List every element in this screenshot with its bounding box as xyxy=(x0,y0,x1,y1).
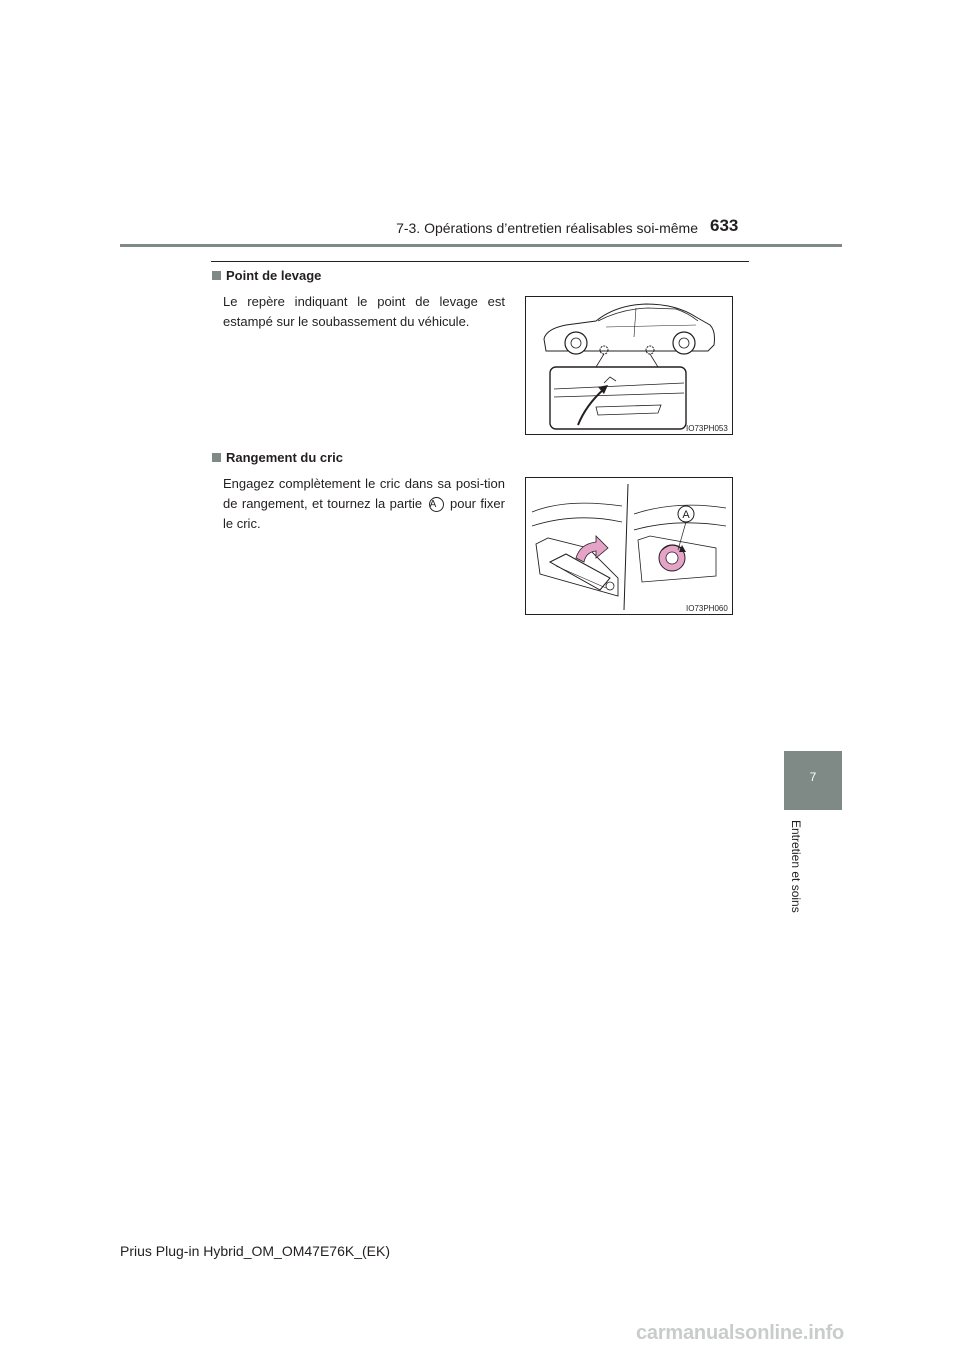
watermark[interactable]: carmanualsonline.info xyxy=(636,1322,845,1344)
square-bullet-icon xyxy=(212,453,221,462)
paragraph-rangement-du-cric: Engagez complètement le cric dans sa posi-tion de rangement, et tournez la partie A pour fixer le cric. xyxy=(223,476,505,531)
figure-jack-storage xyxy=(525,477,733,615)
chapter-label: Entretien et soins xyxy=(789,820,803,913)
square-bullet-icon xyxy=(212,271,221,280)
header-rule xyxy=(120,244,842,247)
figure-jack-point xyxy=(525,296,733,435)
section-rule xyxy=(211,261,749,262)
car-side-jack-point-illustration xyxy=(526,297,732,434)
figure-code-1: IO73PH053 xyxy=(686,424,728,433)
page-number: 633 xyxy=(710,216,739,235)
heading-rangement-du-cric: Rangement du cric xyxy=(212,450,343,465)
footer-manual-id: Prius Plug-in Hybrid_OM_OM47E76K_(EK) xyxy=(120,1243,390,1259)
chapter-number: 7 xyxy=(809,770,817,784)
figure-label-a: A xyxy=(682,509,690,521)
callout-a-icon: A xyxy=(429,497,444,512)
jack-storage-illustration xyxy=(526,478,732,614)
figure-code-2: IO73PH060 xyxy=(686,604,728,613)
heading-point-de-levage: Point de levage xyxy=(212,268,321,283)
header-section-title: 7-3. Opérations d’entretien réalisables soi-même xyxy=(396,220,698,236)
paragraph-point-de-levage: Le repère indiquant le point de levage est estampé sur le soubassement du véhicule. xyxy=(223,294,505,329)
